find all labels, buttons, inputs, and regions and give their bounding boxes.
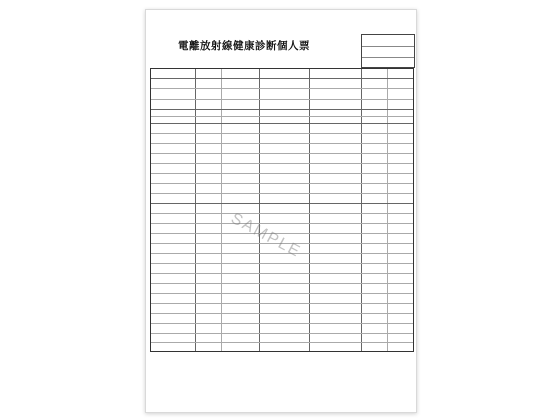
note-line	[154, 360, 410, 365]
note-line	[154, 384, 410, 389]
table-divider	[309, 69, 310, 351]
note-line	[154, 366, 410, 371]
header-box	[361, 34, 415, 68]
form-title: 電離放射線健康診断個人票	[178, 40, 310, 52]
sample-watermark: SAMPLE	[228, 210, 304, 262]
health-record-table	[150, 68, 414, 352]
note-line	[154, 354, 410, 359]
table-divider	[151, 123, 413, 124]
table-divider	[151, 88, 413, 89]
header-box-row	[362, 58, 414, 69]
note-line	[154, 402, 410, 407]
note-line	[154, 378, 410, 383]
notes-block	[154, 354, 410, 408]
note-line	[154, 390, 410, 395]
table-divider	[151, 116, 413, 117]
header-box-row	[362, 47, 414, 59]
table-divider	[361, 69, 362, 351]
note-line	[154, 372, 410, 377]
note-line	[154, 396, 410, 401]
table-divider	[151, 78, 413, 79]
table-divider	[221, 69, 222, 351]
form-sheet	[145, 9, 417, 413]
table-divider	[151, 99, 413, 100]
table-divider	[259, 69, 260, 351]
table-divider	[195, 69, 196, 351]
header-box-row	[362, 35, 414, 47]
table-divider	[387, 69, 388, 351]
table-divider	[151, 109, 413, 110]
